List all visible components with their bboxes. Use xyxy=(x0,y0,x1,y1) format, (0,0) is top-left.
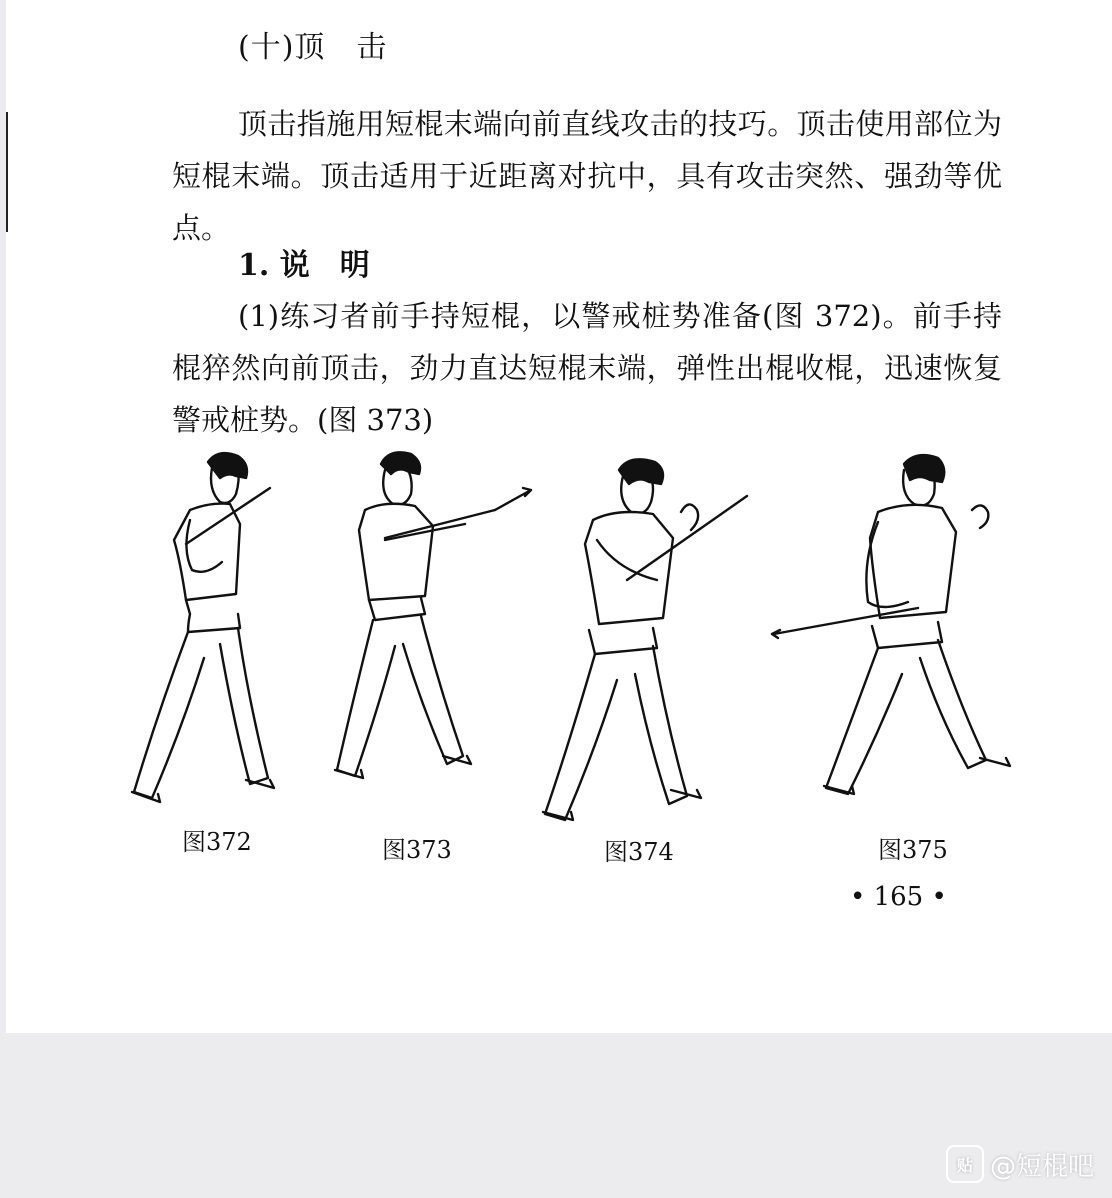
figure-373-label: 图373 xyxy=(382,836,452,864)
watermark-text: @短棍吧 xyxy=(989,1151,1094,1182)
page-number: • 165 • xyxy=(850,882,947,912)
intro-paragraph: 顶击指施用短棍末端向前直线攻击的技巧。顶击使用部位为短棍末端。顶击适用于近距离对抗中，具有攻击突然、强劲等优点。 xyxy=(172,107,1002,245)
subheading: 1. 说 明 xyxy=(238,248,370,283)
figure-373-illustration xyxy=(325,440,535,800)
figure-375-label: 图375 xyxy=(878,836,948,864)
page-edge-line xyxy=(6,112,8,232)
figure-375-illustration xyxy=(768,440,1030,810)
figure-372-illustration xyxy=(120,440,290,820)
figure-374-label: 图374 xyxy=(604,838,674,866)
instruction-paragraph: (1)练习者前手持短棍，以警戒桩势准备(图 372)。前手持棍猝然向前顶击，劲力直达短棍末端，弹性出棍收棍，迅速恢复警戒桩势。(图 373) xyxy=(172,299,1002,437)
figure-372-label: 图372 xyxy=(182,828,252,856)
figure-374-illustration xyxy=(535,440,765,830)
watermark xyxy=(946,1145,1094,1183)
tieba-logo-icon: 贴 xyxy=(946,1145,984,1183)
section-title: (十)顶 击 xyxy=(238,30,388,65)
